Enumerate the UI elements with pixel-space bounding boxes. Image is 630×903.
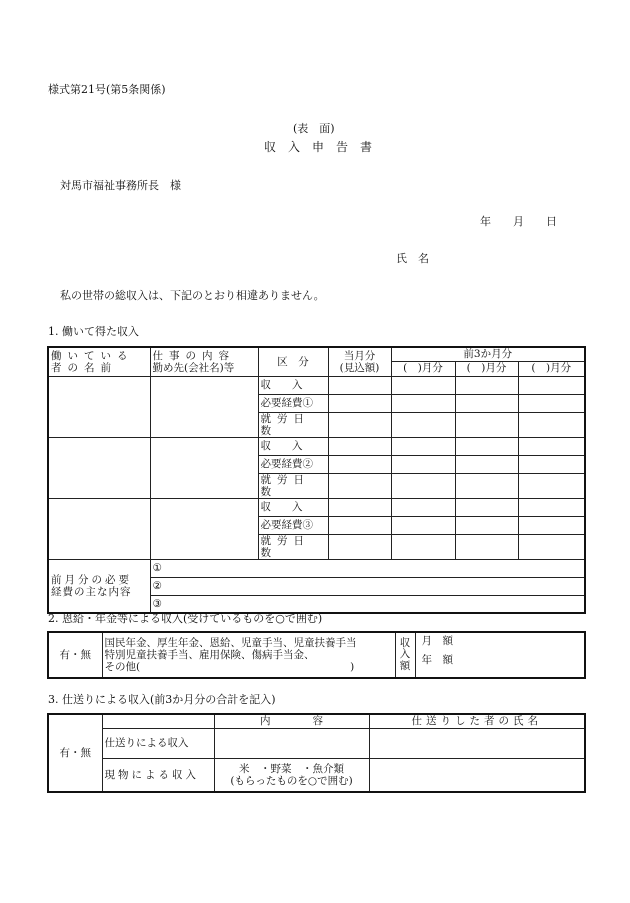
declaration: 私の世帯の総収入は、下記のとおり相違ありません。 [60,289,325,302]
pension-presence[interactable]: 有・無 [48,632,102,678]
job-cell[interactable] [150,437,258,498]
header-worker: 働いている 者の名前 [48,347,150,376]
worker-name-cell[interactable] [48,376,150,437]
section3-heading: 3. 仕送りによる収入(前3か月分の合計を記入) [48,693,276,706]
remittance-table [47,713,586,793]
header-job: 仕事の内容 勤め先(会社名)等 [150,347,258,376]
job-cell[interactable] [150,498,258,559]
month-label: ( )月分 [518,361,585,376]
pension-items[interactable]: 国民年金、厚生年金、恩給、児童手当、児童扶養手当 特別児童扶養手当、雇用保険、傷病手当金、 その他( ) [102,632,395,678]
yearly-amount[interactable]: 年 額 [415,650,585,670]
month-label: ( )月分 [391,361,455,376]
section1-heading: 1. 働いて得た収入 [48,325,139,338]
expense-item[interactable]: ① [150,559,585,577]
category-label: 必要経費③ [258,516,328,534]
monthly-amount[interactable]: 月 額 [415,632,585,650]
category-label: 必要経費② [258,455,328,473]
remittance-sender[interactable] [369,728,585,758]
remittance-content[interactable] [214,728,369,758]
category-label: 収 入 [258,376,328,394]
expense-item[interactable]: ③ [150,595,585,613]
row-remittance: 仕送りによる収入 [102,728,214,758]
date-line: 年 月 日 [480,215,557,228]
page-title: 収 入 申 告 書 [264,140,373,154]
header-current: 当月分 (見込額) [328,347,391,376]
job-cell[interactable] [150,376,258,437]
row-in-kind: 現物による収入 [102,758,214,792]
expense-label: 前月分の必要 経費の主な内容 [48,559,150,613]
category-label: 就労日数 [258,534,328,559]
form-number: 様式第21号(第5条関係) [48,83,166,96]
category-label: 収 入 [258,437,328,455]
name-label: 氏 名 [396,252,429,265]
in-kind-sender[interactable] [369,758,585,792]
category-label: 収 入 [258,498,328,516]
col-sender: 仕送りした者の氏名 [369,714,585,728]
addressee: 対馬市福祉事務所長 様 [60,179,181,192]
in-kind-content[interactable]: 米 ・野菜 ・魚介類 (もらったものを○で囲む) [214,758,369,792]
amount-label: 収 入 額 [395,632,415,678]
category-label: 就労日数 [258,473,328,498]
month-label: ( )月分 [455,361,518,376]
category-label: 必要経費① [258,394,328,412]
remittance-presence[interactable]: 有・無 [48,714,102,792]
worker-name-cell[interactable] [48,437,150,498]
expense-item[interactable]: ② [150,577,585,595]
header-category: 区 分 [258,347,328,376]
worker-name-cell[interactable] [48,498,150,559]
header-prev3: 前3か月分 [391,347,585,361]
side-label: (表 面) [293,122,335,135]
pension-table [47,631,586,679]
col-content: 内 容 [214,714,369,728]
earned-income-table [47,346,586,614]
category-label: 就労日数 [258,412,328,437]
section2-heading: 2. 恩給・年金等による収入(受けているものを○で囲む) [48,612,323,625]
